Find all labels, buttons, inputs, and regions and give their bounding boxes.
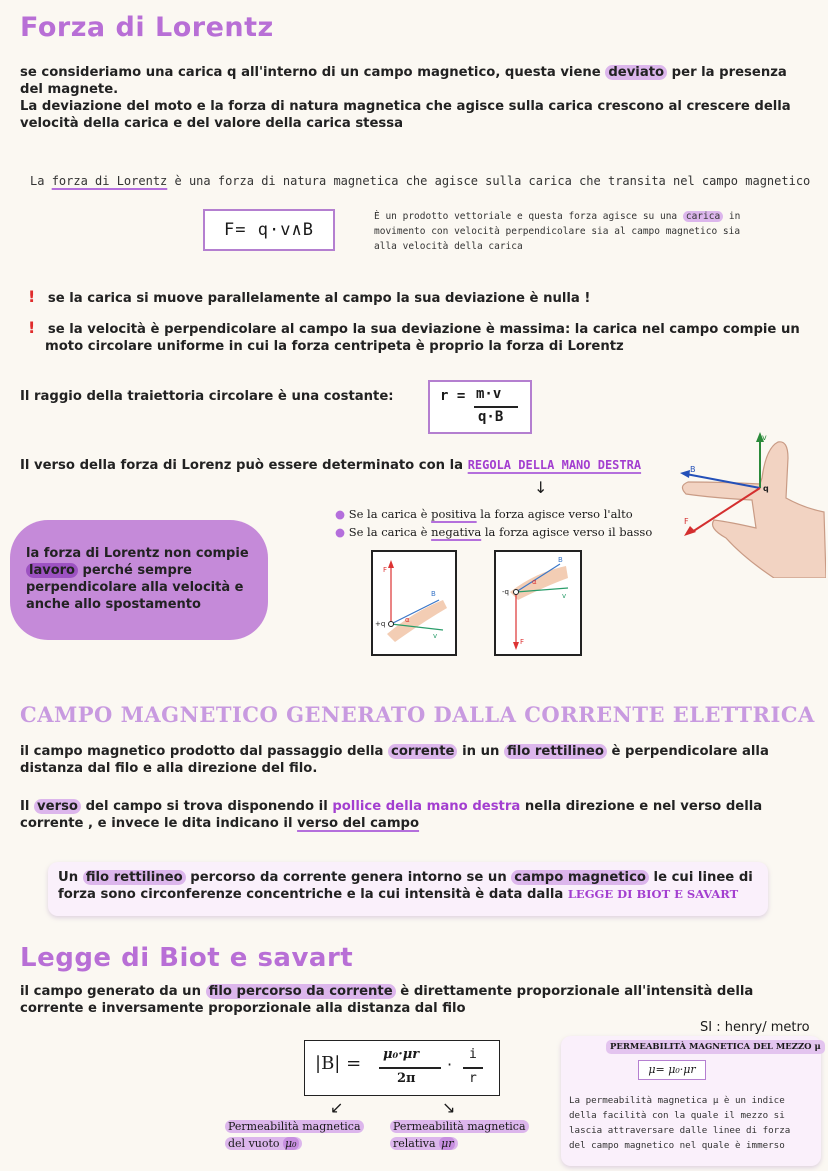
lorentz-formula-note: È un prodotto vettoriale e questa forza agisce su una carica in movimento con velocità perpendicolare sia al campo magnetico sia alla velocità della carica [374,211,741,252]
biot-title: Legge di Biot e savart [20,943,354,973]
svg-text:α: α [532,578,537,586]
svg-text:F: F [684,517,689,526]
warning-icon: ! [28,287,36,306]
campo-summary-text: Un filo rettilineo percorso da corrente genera intorno se un campo magnetico le cui linee di forza sono circonferenze concentriche e la cui intensità è data dalla LEGGE DI BIOT E SAVART [58,870,753,902]
svg-text:+q: +q [375,620,386,628]
svg-text:B: B [431,590,436,598]
diagram-positive-charge [371,550,457,656]
radius-formula-box: r = m·v q·B [428,380,532,434]
highlight-deviato: deviato [605,65,667,80]
biot-formula-box: |B| = μ₀·μr 2π · i r [304,1040,500,1096]
svg-text:F: F [383,566,388,574]
verso-text: Il verso della forza di Lorenz può essere determinato con la REGOLA DELLA MANO DESTRA [20,458,642,473]
campo-paragraph-2: Il verso del campo si trova disponendo il pollice della mano destra nella direzione e nel verso della corrente , e invece le dita indicano il verso del campo [20,799,763,831]
lorentz-title: Forza di Lorentz [20,12,274,43]
svg-text:q: q [763,484,769,493]
svg-text:B: B [690,465,696,474]
perm-rel-label: Permeabilità magnetica relativa μr [390,1118,529,1152]
permeability-card-text: La permeabilità magnetica μ è un indice della facilità con la quale il mezzo si lascia attraversare dalle linee di forza del campo magnetico nel quale è immerso [569,1095,791,1151]
biot-paragraph: il campo generato da un filo percorso da corrente è direttamente proporzionale all'intensità della corrente e inversamente proporzionale alla distanza dal filo [20,984,754,1016]
permeability-card-formula: μ= μ₀·μr [638,1060,706,1080]
radius-text: Il raggio della traiettoria circolare è una costante: [20,389,394,404]
lorentz-formula-box: F= q·v∧B [203,209,335,251]
arrow-right-icon: ↘ [442,1098,456,1117]
svg-text:v: v [433,632,438,640]
campo-paragraph-1: il campo magnetico prodotto dal passaggio della corrente in un filo rettilineo è perpendicolare alla distanza dal filo e alla direzione del filo. [20,744,769,776]
svg-text:v: v [762,433,767,442]
svg-text:F: F [520,638,525,646]
svg-text:α: α [405,616,410,624]
lorentz-intro-paragraph: se consideriamo una carica q all'interno di un campo magnetico, questa viene deviato per la presenza del magnete. La deviazione del moto e la forza di natura magnetica che agisce sulla carica crescono al crescere della velocità della carica e del valore della carica stessa [20,65,791,131]
arrow-down-icon: ↓ [534,478,548,497]
svg-text:v: v [562,592,567,600]
bullet-perpendicular: ! se la velocità è perpendicolare al campo la sua deviazione è massima: la carica nel campo compie un moto circolare uniforme in cui la forza centripeta è proprio la forza di Lorentz [28,318,800,354]
bullet-parallel: ! se la carica si muove parallelamente al campo la sua deviazione è nulla ! [28,287,591,306]
svg-text:-q: -q [502,588,509,596]
right-hand-rule: REGOLA DELLA MANO DESTRA [467,458,642,472]
charge-sign-list: ● Se la carica è positiva la forza agisce verso l'alto ● Se la carica è negativa la forza agisce verso il basso [335,507,653,539]
work-note-text: la forza di Lorentz non compie lavoro perché sempre perpendicolare alla velocità e anche allo spostamento [26,546,249,612]
lorentz-definition: La forza di Lorentz è una forza di natura magnetica che agisce sulla carica che transita nel campo magnetico [30,174,811,188]
warning-icon: ! [28,318,36,337]
arrow-left-icon: ↙ [330,1098,344,1117]
right-hand-illustration [674,428,826,578]
svg-text:B: B [558,556,563,564]
permeability-card-title: PERMEABILITÀ MAGNETICA DEL MEZZO μ [606,1040,825,1054]
campo-title: CAMPO MAGNETICO GENERATO DALLA CORRENTE ELETTRICA [20,702,815,727]
diagram-negative-charge [494,550,582,656]
perm-vuoto-label: Permeabilità magnetica del vuoto μ₀ [225,1118,364,1152]
si-unit: SI : henry/ metro [700,1020,810,1035]
